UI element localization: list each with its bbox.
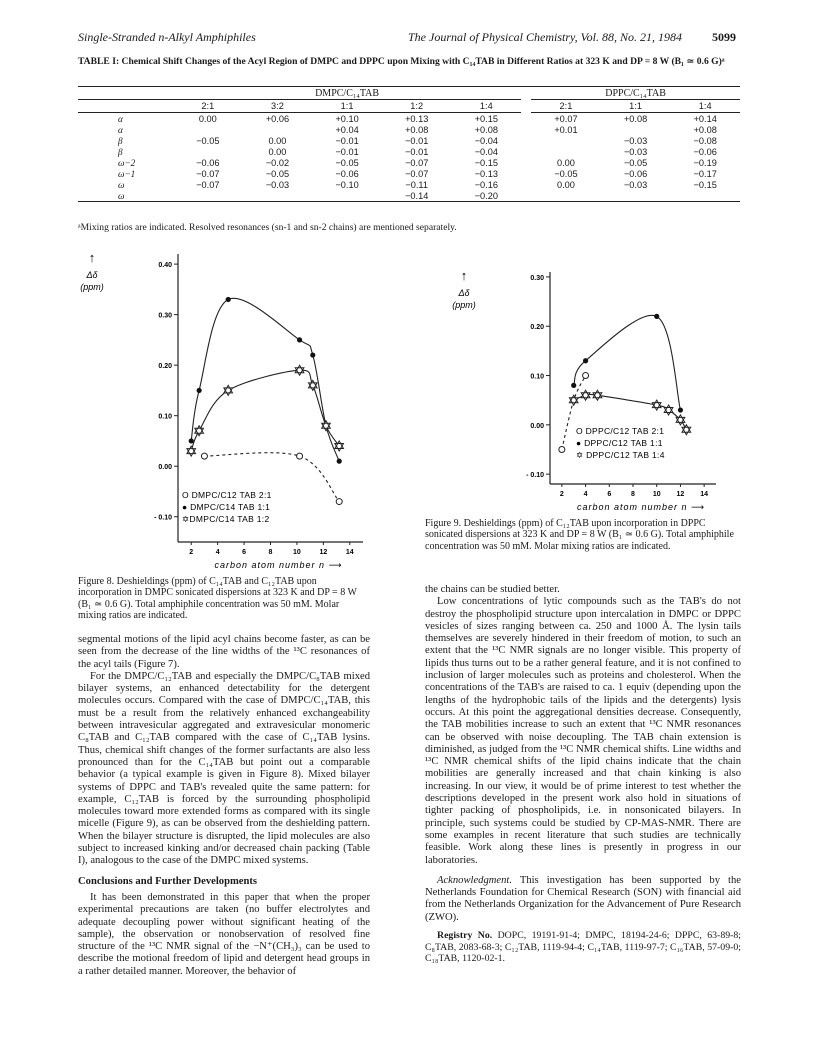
table-cell: −0.06	[693, 146, 717, 157]
x-tick-label: 10	[652, 491, 661, 498]
running-header-journal: The Journal of Physical Chemistry, Vol. 88, No. 21, 1984	[408, 30, 682, 44]
paragraph: the chains can be studied better.	[425, 584, 560, 595]
table-cell: −0.06	[335, 168, 359, 179]
table-cell: −0.16	[474, 179, 498, 190]
x-axis-label: carbon atom number n ⟶	[214, 560, 343, 570]
legend-entry: ✡ DPPC/C12 TAB 1:4	[576, 450, 665, 460]
table-row	[78, 179, 740, 190]
data-point-star	[195, 426, 204, 436]
y-tick-label: - 0.10	[154, 514, 172, 522]
table-cell: +0.08	[693, 124, 717, 135]
table-cell	[601, 190, 671, 202]
data-point-filled-circle	[197, 388, 202, 393]
data-point-filled-circle	[583, 358, 588, 363]
data-point-star	[581, 390, 590, 400]
row-label: ω−1	[118, 168, 136, 179]
table-row	[78, 168, 740, 179]
table-cell: 0.00	[556, 157, 575, 168]
row-label: ω	[118, 179, 125, 190]
table-cell: −0.15	[693, 179, 717, 190]
series-curve	[191, 370, 339, 451]
data-point-star	[295, 365, 304, 375]
table-cell: +0.01	[554, 124, 578, 135]
x-tick-label: 12	[676, 491, 685, 498]
table-cell	[531, 190, 601, 202]
table-cell: +0.14	[693, 113, 717, 124]
data-point-filled-circle	[678, 407, 683, 412]
table-cell: −0.03	[265, 179, 290, 190]
row-label: α	[118, 113, 123, 124]
table-cell: −0.10	[335, 179, 359, 190]
table-cell: −0.02	[265, 157, 290, 168]
paragraph: For the DMPC/C₁₂TAB and especially the DMPC/C₈TAB mixed bilayer systems, an enhanced detectability for the detergent molecules occurs. Compared with the case of DMPC/C₁₄TAB, this must be a result from the relatively enhanced exchangeability between intravesicular aggregated and extravesicular monomeric C₈TAB and C₁₂TAB compared with the case of C₁₄TAB lysins. Thus, chemical shift changes of the former surfactants are also less pronounced than for the C₁₄TAB but point out a comparable behavior (a typical example is given in Figure 8). Mixed bilayer systems of DPPC and TAB's revealed quite the same pattern: for example, C₁₂TAB is forced by the surrounding phospholipid molecules toward more extended forms as compared with its single micelle (Figure 9), as can be observed from the deshielding pattern. When the bilayer structure is disrupted, the lipid molecules are also subject to increased kinking and/or decreased chain packing (Table I), analogous to the case of the DMPC mixed systems.	[78, 670, 370, 867]
y-tick-label: 0.10	[530, 373, 544, 381]
table-caption: TABLE I: Chemical Shift Changes of the Acyl Region of DMPC and DPPC upon Mixing with C₁₄TAB in Different Ratios at 323 K and DP = 8 W (B₁ ≃ 0.6 G)ᵃ	[78, 56, 725, 67]
data-point-filled-circle	[297, 337, 302, 342]
data-point-star	[322, 421, 331, 431]
table-cell: −0.08	[693, 135, 717, 146]
y-axis-label: Δδ	[458, 288, 470, 298]
table-1	[78, 86, 740, 202]
data-point-star	[652, 400, 661, 410]
table-cell: −0.19	[693, 157, 717, 168]
table-row	[78, 157, 740, 168]
y-tick-label: 0.30	[158, 312, 172, 320]
table-cell: 0.00	[198, 113, 217, 124]
column-header: 1:4	[452, 100, 522, 113]
table-cell: −0.07	[405, 157, 429, 168]
table-cell: −0.03	[623, 179, 648, 190]
legend-entry: O DPPC/C12 TAB 2:1	[576, 426, 665, 436]
data-point-star	[593, 390, 602, 400]
table-cell: 0.00	[268, 135, 287, 146]
data-point-filled-circle	[337, 459, 342, 464]
group-header-dmpc: DMPC/C₁₄TAB	[173, 87, 521, 100]
table-cell: +0.06	[265, 113, 290, 124]
table-cell: +0.04	[335, 124, 359, 135]
section-heading: Conclusions and Further Developments	[78, 875, 258, 887]
data-point-star	[682, 425, 691, 435]
data-point-filled-circle	[571, 383, 576, 388]
table-cell: −0.01	[405, 146, 429, 157]
acknowledgment: Acknowledgment. This investigation has been supported by the Netherlands Foundation for Chemical Research (SON) with financial aid from the Netherlands Organization for the Advancement of Pure Research (ZWO).	[425, 874, 741, 923]
table-row	[78, 113, 740, 125]
column-header: 1:1	[312, 100, 382, 113]
table-cell: +0.07	[554, 113, 578, 124]
x-tick-label: 14	[345, 549, 354, 556]
table-cell: −0.07	[196, 168, 220, 179]
y-tick-label: 0.00	[158, 464, 172, 472]
group-header-dppc: DPPC/C₁₄TAB	[531, 87, 740, 100]
table-cell: −0.05	[265, 168, 290, 179]
data-point-filled-circle	[189, 438, 194, 443]
legend-entry: O DMPC/C12 TAB 2:1	[182, 490, 272, 500]
table-cell: +0.15	[474, 113, 498, 124]
table-cell	[601, 124, 671, 135]
table-cell	[531, 135, 601, 146]
table-cell: −0.05	[196, 135, 220, 146]
x-tick-label: 6	[242, 549, 247, 556]
table-cell: −0.15	[474, 157, 498, 168]
table-cell: −0.13	[474, 168, 498, 179]
paragraph: Low concentrations of lytic compounds such as the TAB's do not destroy the phospholipid structure upon intercalation in DMPC or DPPC vesicles of sizes ranging between ca. 250 and 1000 Å. The lysin tails themselves are severely hindered in their freedom of motion, to such an extent that the ¹³C NMR signals are no longer visible. This property of lipids thus turns out to be a rather general feature, and it is not confined to inclusion of larger molecules such as proteins and cholesterol. When the concentrations of the TAB's are raised to ca. 1 equiv (depending upon the lengths of the hydrophobic tails of the lipids and the detergents) lysis occurs. At this point the aggregational densities decrease. Consequently, the TAB mobilities increase to such an extent that ¹³C NMR resonances can be observed with noise decoupling. The TAB chain extension is diminished, as judged from the ¹³C NMR chemical shifts. Line widths and ¹³C NMR chemical shifts of the lipid chains indicate that the chain mobilities are generally increased and that chain kinking is also increasing. In our view, it would be of prime interest to test whether the descriptions developed in the present work also hold in situations of tighter packing of phospholipids, i.e. in nonsonicated bilayers. In principle, such systems could be studied by CP-MAS-NMR. There are some examples in recent literature that such studies are technically feasible. Work along these lines is presently in progress in our laboratories.	[425, 596, 741, 866]
y-axis-arrow: ↑	[88, 250, 96, 265]
column-header: 2:1	[173, 100, 243, 113]
y-tick-label: 0.10	[158, 413, 172, 421]
table-cell: −0.06	[196, 157, 220, 168]
table-row	[78, 190, 740, 202]
paragraph: It has been demonstrated in this paper that when the proper experimental precautions are taken (no buffer electrolytes and adequate decoupling power without significant heating of the sample), the observation or nonobservation of resolved fine structure of the ¹³C NMR signal of the −N⁺(CH₃)₃ can be used to describe the motional freedom of lipid and detergent head groups in a rather detailed manner. Moreover, the behavior of	[78, 891, 370, 977]
table-cell: −0.20	[452, 190, 522, 202]
data-point-filled-circle	[226, 297, 231, 302]
x-tick-label: 4	[215, 549, 220, 556]
row-label: ω	[78, 190, 173, 202]
table-cell: −0.05	[554, 168, 578, 179]
running-header-left: Single-Stranded n-Alkyl Amphiphiles	[78, 30, 256, 44]
column-header: 1:2	[382, 100, 452, 113]
row-label: ω−2	[118, 157, 136, 168]
table-cell	[173, 124, 243, 135]
figure-9-chart	[446, 262, 746, 522]
x-tick-label: 2	[189, 549, 194, 556]
data-point-open-circle	[583, 373, 589, 379]
table-cell: −0.06	[623, 168, 648, 179]
x-tick-label: 14	[700, 491, 709, 498]
column-header: 2:1	[531, 100, 601, 113]
x-tick-label: 8	[268, 549, 273, 556]
y-tick-label: 0.20	[530, 324, 544, 332]
y-axis-label: Δδ	[86, 270, 98, 280]
y-axis-arrow: ↑	[460, 268, 468, 283]
table-cell: −0.05	[623, 157, 648, 168]
figure-9-caption: Figure 9. Deshieldings (ppm) of C₁₂TAB upon incorporation in DPPC sonicated dispersions at 323 K and DP = 8 W (B₁ ≃ 0.6 G). Total amphiphile concentration was 50 mM. Molar mixing ratios are indicated.	[425, 518, 734, 552]
page-number: 5099	[712, 30, 736, 44]
table-cell	[670, 190, 740, 202]
column-header: 1:1	[601, 100, 671, 113]
x-tick-label: 10	[293, 549, 301, 556]
table-row	[78, 124, 740, 135]
registry-numbers: Registry No. DOPC, 19191-91-4; DMPC, 18194-24-6; DPPC, 63-89-8; C₈TAB, 2083-68-3; C₁₂TAB, 1119-94-4; C₁₄TAB, 1119-97-7; C₁₆TAB, 57-09-0; C₁₈TAB, 1120-02-1.	[425, 930, 741, 965]
table-cell: −0.17	[693, 168, 717, 179]
data-point-open-circle	[201, 453, 207, 459]
series-curve	[191, 298, 339, 461]
series-curve	[574, 315, 681, 410]
x-tick-label: 6	[607, 491, 612, 498]
x-tick-label: 2	[559, 491, 564, 498]
x-tick-label: 8	[631, 491, 635, 498]
table-cell: +0.08	[623, 113, 648, 124]
table-cell: −0.04	[474, 146, 498, 157]
column-header: 1:4	[670, 100, 740, 113]
data-point-star	[309, 380, 318, 390]
data-point-star	[664, 405, 673, 415]
data-point-filled-circle	[654, 314, 659, 319]
table-cell: −0.07	[196, 179, 220, 190]
table-cell: −0.03	[623, 135, 648, 146]
table-cell: −0.04	[474, 135, 498, 146]
row-label: β	[118, 135, 123, 146]
right-column	[425, 584, 741, 965]
table-cell: −0.01	[335, 146, 359, 157]
column-header: 3:2	[243, 100, 313, 113]
paragraph: segmental motions of the lipid acyl chains become faster, as can be seen from the decrease of the line widths of the ¹³C resonances of the acyl tails (Figure 7).	[78, 634, 370, 670]
table-row	[78, 146, 740, 157]
y-tick-label: 0.30	[530, 274, 544, 282]
data-point-star	[224, 385, 233, 395]
data-point-filled-circle	[310, 352, 315, 357]
table-footnote: ᵃMixing ratios are indicated. Resolved resonances (sn-1 and sn-2 chains) are mentioned separately.	[78, 222, 457, 233]
data-point-star	[187, 446, 196, 456]
table-cell: −0.07	[405, 168, 429, 179]
legend-entry: ✡DMPC/C14 TAB 1:2	[182, 514, 270, 524]
legend-entry: ● DPPC/C12 TAB 1:1	[576, 438, 663, 448]
y-axis-unit: (ppm)	[80, 282, 104, 292]
table-cell: +0.10	[335, 113, 359, 124]
table-cell: +0.08	[474, 124, 498, 135]
row-label: α	[118, 124, 123, 135]
data-point-star	[569, 395, 578, 405]
table-cell: −0.14	[382, 190, 452, 202]
data-point-open-circle	[559, 446, 565, 452]
table-cell: −0.01	[405, 135, 429, 146]
y-tick-label: 0.40	[158, 262, 172, 270]
figure-8-caption: Figure 8. Deshieldings (ppm) of C₁₄TAB and C₁₂TAB upon incorporation in DMPC sonicated dispersions at 323 K and DP = 8 W (B₁ ≃ 0.6 G). Total amphiphile concentration was 50 mM. Molar mixing ratios are indicated.	[78, 576, 357, 621]
table-cell: +0.13	[405, 113, 429, 124]
table-cell: −0.05	[335, 157, 359, 168]
x-tick-label: 4	[583, 491, 588, 498]
figure-8-chart	[78, 240, 378, 578]
table-cell: 0.00	[556, 179, 575, 190]
table-cell	[243, 190, 313, 202]
left-column	[78, 634, 370, 978]
table-cell: −0.03	[623, 146, 648, 157]
table-cell: 0.00	[268, 146, 287, 157]
legend-entry: ● DMPC/C14 TAB 1:1	[182, 502, 271, 512]
y-tick-label: - 0.10	[526, 472, 544, 480]
data-point-open-circle	[297, 453, 303, 459]
x-axis-label: carbon atom number n ⟶	[577, 502, 705, 512]
x-tick-label: 12	[319, 549, 328, 556]
table-cell	[531, 146, 601, 157]
table-cell	[173, 146, 243, 157]
table-row	[78, 135, 740, 146]
y-tick-label: 0.20	[158, 363, 172, 371]
y-tick-label: 0.00	[530, 422, 544, 430]
table-cell	[312, 190, 382, 202]
table-cell: −0.01	[335, 135, 359, 146]
data-point-open-circle	[336, 499, 342, 505]
table-cell: −0.11	[405, 179, 428, 190]
table-cell	[173, 190, 243, 202]
table-cell: +0.08	[405, 124, 429, 135]
table-cell	[243, 124, 313, 135]
row-label: β	[118, 146, 123, 157]
y-axis-unit: (ppm)	[452, 300, 476, 310]
